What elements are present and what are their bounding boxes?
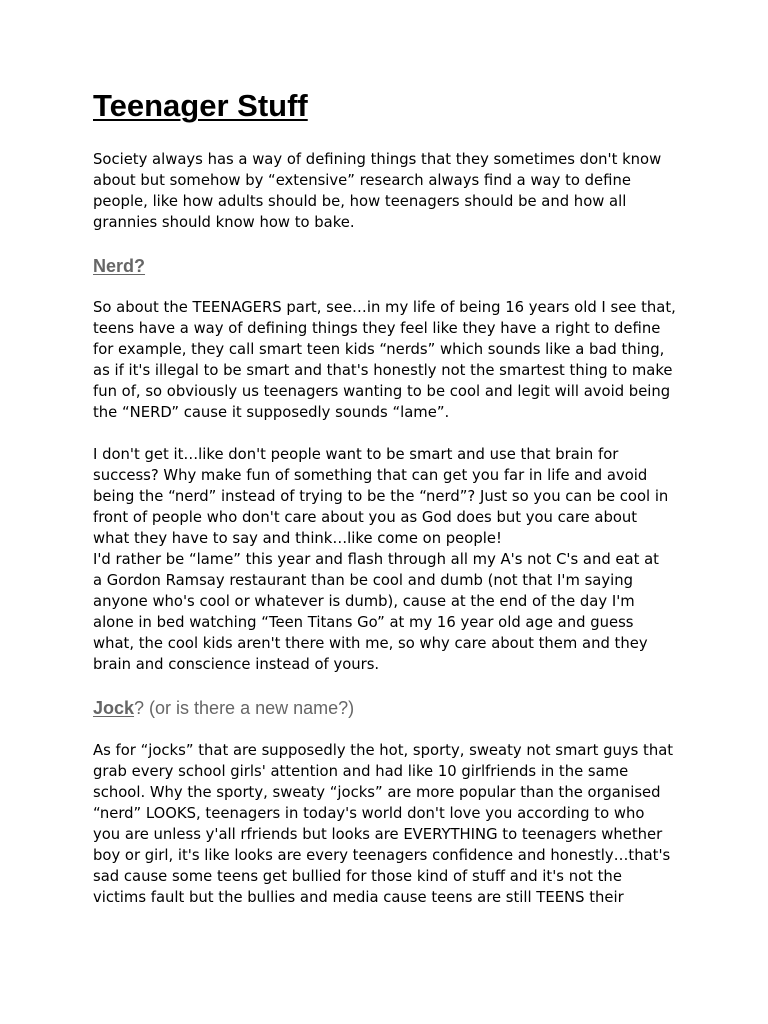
paragraph-line: I don't get it…like don't people want to be smart and use that brain for <box>93 446 619 463</box>
paragraph-line: As for “jocks” that are supposedly the hot, sporty, sweaty not smart guys that <box>93 742 674 759</box>
paragraph-line: being the “nerd” instead of trying to be the “nerd”? Just so you can be cool in <box>93 488 669 505</box>
jock-heading-rest: ? (or is there a new name?) <box>134 698 355 718</box>
paragraph-line: fun of, so obviously us teenagers wanting to be cool and legit will avoid being <box>93 383 671 400</box>
paragraph-line: sad cause some teens get bullied for those kind of stuff and it's not the <box>93 868 622 885</box>
paragraph-line: what they have to say and think…like come on people! <box>93 530 502 547</box>
paragraph-line: grab every school girls' attention and had like 10 girlfriends in the same <box>93 763 629 780</box>
jock-heading-underlined: Jock <box>93 698 135 718</box>
nerd-heading-text: Nerd? <box>93 256 146 276</box>
intro-paragraph <box>93 149 693 233</box>
paragraph-line: you are unless y'all rfriends but looks are EVERYTHING to teenagers whether <box>93 826 663 843</box>
paragraph-line: success? Why make fun of something that can get you far in life and avoid <box>93 467 648 484</box>
paragraph-line: school. Why the sporty, sweaty “jocks” are more popular than the organised <box>93 784 661 801</box>
paragraph-line: Society always has a way of defining things that they sometimes don't know <box>93 151 662 168</box>
paragraph-line: teens have a way of defining things they feel like they have a right to define <box>93 320 661 337</box>
paragraph-line: “nerd” LOOKS, teenagers in today's world don't love you according to who <box>93 805 645 822</box>
paragraph-line: as if it's illegal to be smart and that's honestly not the smartest thing to make <box>93 362 673 379</box>
paragraph-line: the “NERD” cause it supposedly sounds “lame”. <box>93 404 450 421</box>
paragraph-line: people, like how adults should be, how teenagers should be and how all <box>93 193 627 210</box>
paragraph-line: what, the cool kids aren't there with me, so why care about them and they <box>93 635 648 652</box>
paragraph-line: for example, they call smart teen kids “nerds” which sounds like a bad thing, <box>93 341 665 358</box>
page-title: Teenager Stuff <box>93 88 308 123</box>
paragraph-line: boy or girl, it's like looks are every teenagers confidence and honestly…that's <box>93 847 671 864</box>
paragraph-line: I'd rather be “lame” this year and flash through all my A's not C's and eat at <box>93 551 659 568</box>
paragraph-line: So about the TEENAGERS part, see…in my life of being 16 years old I see that, <box>93 299 676 316</box>
nerd-heading <box>93 254 145 278</box>
jock-heading <box>93 696 354 720</box>
paragraph-line: brain and conscience instead of yours. <box>93 656 380 673</box>
paragraph-line: alone in bed watching “Teen Titans Go” at my 16 year old age and guess <box>93 614 634 631</box>
paragraph-line: about but somehow by “extensive” research always find a way to define <box>93 172 631 189</box>
nerd-paragraph-2 <box>93 444 693 675</box>
paragraph-line: a Gordon Ramsay restaurant than be cool and dumb (not that I'm saying <box>93 572 633 589</box>
jock-paragraph-1 <box>93 740 693 908</box>
nerd-paragraph-1 <box>93 297 693 423</box>
paragraph-line: victims fault but the bullies and media cause teens are still TEENS their <box>93 889 624 906</box>
paragraph-line: front of people who don't care about you as God does but you care about <box>93 509 638 526</box>
paragraph-line: anyone who's cool or whatever is dumb), cause at the end of the day I'm <box>93 593 635 610</box>
paragraph-line: grannies should know how to bake. <box>93 214 355 231</box>
